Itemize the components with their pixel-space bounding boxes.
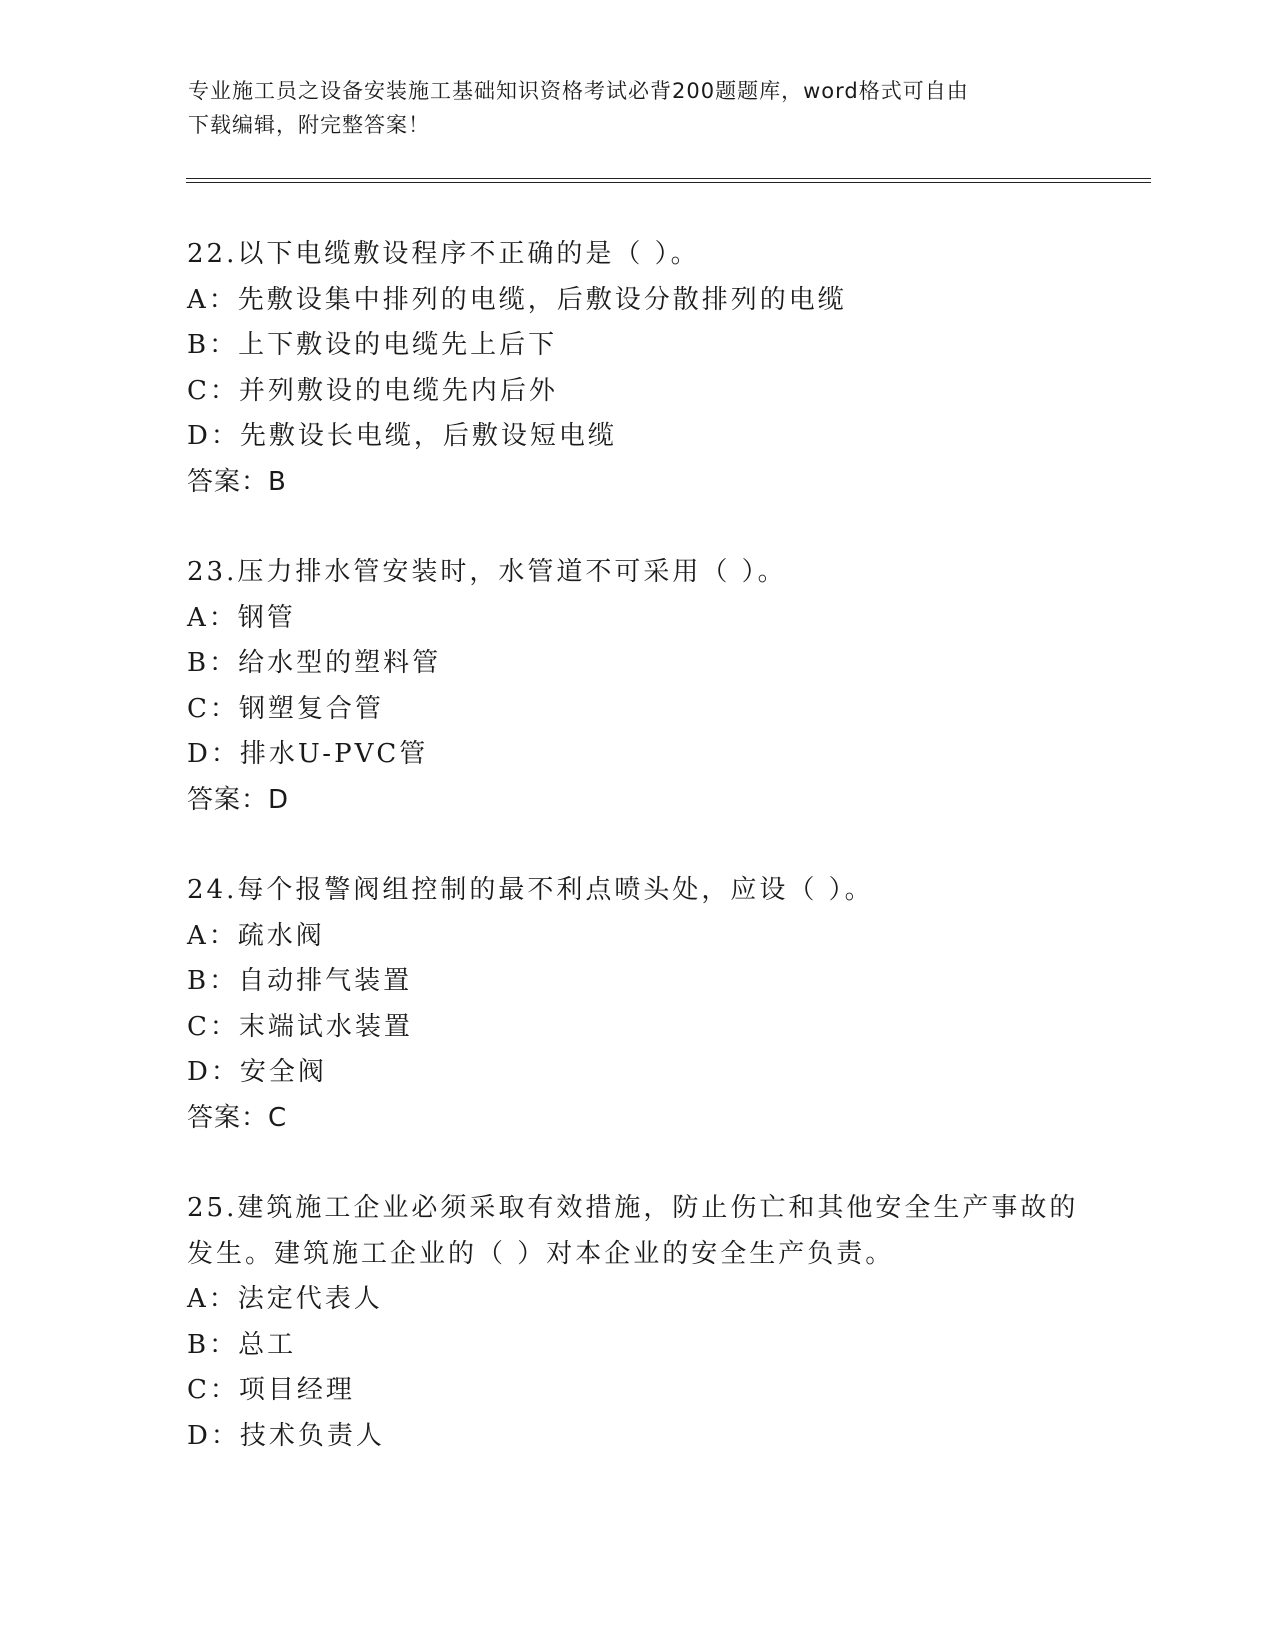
option-d: D：排水U-PVC管 xyxy=(187,739,429,769)
question-24 xyxy=(187,868,1107,1141)
question-23 xyxy=(187,550,1107,823)
answer: 答案：C xyxy=(187,1102,288,1133)
question-stem: 23.压力排水管安装时，水管道不可采用（ ）。 xyxy=(187,557,787,587)
question-22 xyxy=(187,232,1107,505)
question-stem: 25.建筑施工企业必须采取有效措施，防止伤亡和其他安全生产事故的 xyxy=(187,1193,1079,1223)
question-list xyxy=(187,232,1107,1504)
option-d: D：先敷设长电缆，后敷设短电缆 xyxy=(187,421,617,451)
option-b: B：给水型的塑料管 xyxy=(187,648,442,678)
header-line-1: 专业施工员之设备安装施工基础知识资格考试必背200题题库，word格式可自由 xyxy=(188,79,969,103)
option-a: A：先敷设集中排列的电缆，后敷设分散排列的电缆 xyxy=(187,284,847,315)
option-d: D：安全阀 xyxy=(187,1057,327,1087)
question-stem: 24.每个报警阀组控制的最不利点喷头处，应设（ ）。 xyxy=(187,875,874,905)
option-c: C：并列敷设的电缆先内后外 xyxy=(187,375,558,406)
answer: 答案：B xyxy=(187,466,287,497)
option-a: A：疏水阀 xyxy=(187,920,325,951)
question-stem: 22.以下电缆敷设程序不正确的是（ ）。 xyxy=(187,239,700,269)
option-a: A：钢管 xyxy=(187,602,296,633)
option-d: D：技术负责人 xyxy=(187,1420,385,1451)
option-b: B：自动排气装置 xyxy=(187,966,413,996)
answer: 答案：D xyxy=(187,784,290,815)
option-b: B：总工 xyxy=(187,1329,297,1360)
question-25 xyxy=(187,1186,1107,1459)
header-divider xyxy=(186,178,1151,183)
header-line-2: 下载编辑，附完整答案！ xyxy=(188,113,430,137)
document-header xyxy=(188,74,1088,142)
option-c: C：钢塑复合管 xyxy=(187,693,384,724)
option-c: C：项目经理 xyxy=(187,1375,355,1405)
option-c: C：末端试水装置 xyxy=(187,1011,413,1042)
question-stem-continued: 发生。建筑施工企业的（ ）对本企业的安全生产负责。 xyxy=(187,1238,895,1269)
option-a: A：法定代表人 xyxy=(187,1284,383,1314)
option-b: B：上下敷设的电缆先上后下 xyxy=(187,330,558,360)
